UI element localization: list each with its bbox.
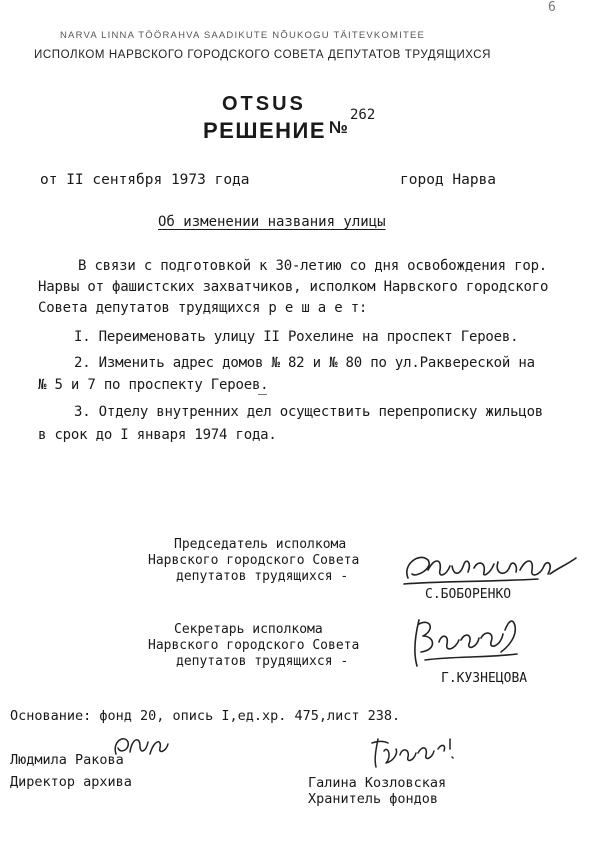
header-russian: ИСПОЛКОМ НАРВСКОГО ГОРОДСКОГО СОВЕТА ДЕПУТАТОВ ТРУДЯЩИХСЯ: [34, 49, 492, 61]
body-intro-line: В связи с подготовкой к 30-летию со дня освобождения гор.: [78, 258, 548, 274]
custodian-signature: [368, 735, 458, 771]
corner-mark: 6: [548, 0, 558, 15]
number-sign: №: [329, 118, 348, 137]
resolution-item-2: 2. Изменить адрес домов № 82 и № 80 по ул.Раквереской на: [74, 355, 535, 371]
secretary-title-line: Секретарь исполкома: [174, 622, 323, 637]
chairman-title-line: Председатель исполкома: [174, 537, 347, 552]
resolution-item-3: 3. Отделу внутренних дел осуществить перепрописку жильцов: [74, 404, 544, 420]
decision-city: город Нарва: [400, 172, 497, 188]
custodian-title: Хранитель фондов: [308, 791, 439, 807]
chairman-signature: [398, 548, 588, 590]
secretary-name: Г.КУЗНЕЦОВА: [441, 671, 528, 686]
secretary-title-line: депутатов трудящихся -: [176, 654, 349, 669]
body-intro-line: Нарвы от фашистских захватчиков, исполком Нарвского городского: [38, 279, 549, 295]
secretary-signature: [405, 612, 525, 670]
subject-heading: Об изменении названия улицы: [158, 214, 386, 230]
header-estonian: NARVA LINNA TÖÖRAHVA SAADIKUTE NÕUKOGU TÄITEVKOMITEE: [60, 30, 426, 41]
decision-number: 262: [350, 107, 376, 123]
custodian-name: Галина Козловская: [308, 775, 447, 791]
title-reshenie: РЕШЕНИЕ: [203, 118, 327, 143]
chairman-title-line: депутатов трудящихся -: [176, 569, 349, 584]
body-intro-line: Совета депутатов трудящихся р е ш а е т:: [38, 300, 368, 316]
resolution-item-3-cont: в срок до I января 1974 года.: [38, 427, 277, 443]
archive-basis: Основание: фонд 20, опись I,ед.хр. 475,лист 238.: [10, 708, 401, 724]
resolution-item-2-cont: № 5 и 7 по проспекту Героев.: [38, 377, 269, 393]
title-otsus: OTSUS: [222, 93, 306, 115]
scan-artifact: [258, 389, 267, 395]
chairman-title-line: Нарвского городского Совета: [148, 553, 360, 568]
secretary-title-line: Нарвского городского Совета: [148, 638, 360, 653]
decision-date: от II сентября 1973 года: [40, 172, 250, 188]
archive-director-title: Директор архива: [10, 774, 132, 790]
archive-director-name: Людмила Ракова: [10, 752, 124, 768]
chairman-name: С.БОБОРЕНКО: [425, 587, 512, 602]
resolution-item-1: I. Переименовать улицу II Рохелине на проспект Героев.: [74, 329, 519, 345]
